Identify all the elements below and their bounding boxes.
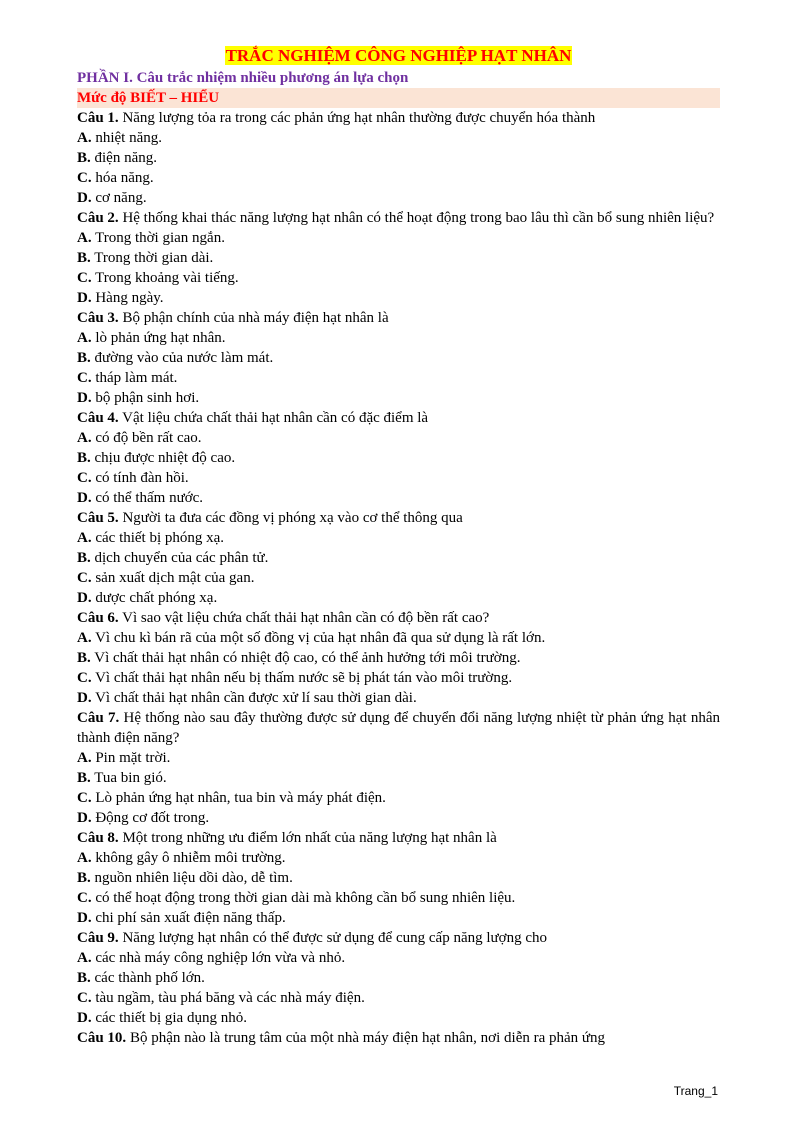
- answer-option: [77, 148, 720, 168]
- option-text: Hàng ngày.: [91, 290, 164, 306]
- option-text: Trong khoảng vài tiếng.: [91, 270, 239, 286]
- question-text: Người ta đưa các đồng vị phóng xạ vào cơ thể thông qua: [118, 510, 463, 526]
- option-letter: B.: [77, 870, 91, 886]
- option-letter: A.: [77, 950, 92, 966]
- page-number: Trang_1: [673, 1084, 718, 1098]
- option-letter: D.: [77, 590, 92, 606]
- answer-option: [77, 808, 720, 828]
- option-letter: B.: [77, 450, 91, 466]
- option-letter: D.: [77, 1010, 92, 1026]
- option-text: Vì chất thải hạt nhân có nhiệt độ cao, có thể ảnh hưởng tới môi trường.: [90, 650, 521, 666]
- option-letter: C.: [77, 470, 92, 486]
- answer-option: [77, 748, 720, 768]
- option-letter: B.: [77, 970, 91, 986]
- question-number: Câu 7.: [77, 710, 120, 726]
- answer-option: [77, 348, 720, 368]
- question-text: Hệ thống khai thác năng lượng hạt nhân có thể hoạt động trong bao lâu thì cần bổ sung nhiên liệu?: [118, 210, 715, 226]
- option-letter: A.: [77, 330, 92, 346]
- question-number: Câu 1.: [77, 110, 119, 126]
- question-number: Câu 4.: [77, 410, 119, 426]
- option-text: nguồn nhiên liệu dồi dào, dễ tìm.: [90, 870, 293, 886]
- option-text: Vì chu kì bán rã của một số đồng vị của hạt nhân đã qua sử dụng là rất lớn.: [91, 630, 546, 646]
- option-text: bộ phận sinh hơi.: [91, 390, 200, 406]
- answer-option: [77, 588, 720, 608]
- option-letter: A.: [77, 630, 92, 646]
- option-text: các thành phố lớn.: [90, 970, 205, 986]
- option-text: sản xuất dịch mật của gan.: [91, 570, 255, 586]
- answer-option: [77, 488, 720, 508]
- question-8: [77, 828, 720, 848]
- answer-option: [77, 248, 720, 268]
- answer-option: [77, 468, 720, 488]
- option-letter: A.: [77, 850, 92, 866]
- question-text: Vì sao vật liệu chứa chất thải hạt nhân cần có độ bền rất cao?: [118, 610, 490, 626]
- option-letter: A.: [77, 530, 92, 546]
- question-list: [77, 108, 720, 1048]
- answer-option: [77, 328, 720, 348]
- answer-option: [77, 988, 720, 1008]
- answer-option: [77, 668, 720, 688]
- option-letter: C.: [77, 990, 92, 1006]
- answer-option: [77, 968, 720, 988]
- question-text: Năng lượng hạt nhân có thể được sử dụng để cung cấp năng lượng cho: [118, 930, 547, 946]
- option-text: chi phí sản xuất điện năng thấp.: [91, 910, 286, 926]
- option-text: tháp làm mát.: [91, 370, 178, 386]
- question-text: Bộ phận nào là trung tâm của một nhà máy điện hạt nhân, nơi diễn ra phản ứng: [126, 1030, 606, 1046]
- answer-option: [77, 548, 720, 568]
- question-number: Câu 8.: [77, 830, 119, 846]
- document-page: [77, 44, 720, 1048]
- option-letter: D.: [77, 190, 92, 206]
- option-text: nhiệt năng.: [91, 130, 162, 146]
- answer-option: [77, 568, 720, 588]
- answer-option: [77, 268, 720, 288]
- question-text: Bộ phận chính của nhà máy điện hạt nhân là: [118, 310, 389, 326]
- option-text: Tua bin gió.: [90, 770, 167, 786]
- option-letter: B.: [77, 770, 91, 786]
- option-letter: C.: [77, 790, 92, 806]
- answer-option: [77, 788, 720, 808]
- option-text: Pin mặt trời.: [91, 750, 171, 766]
- question-9: [77, 928, 720, 948]
- question-number: Câu 9.: [77, 930, 119, 946]
- answer-option: [77, 388, 720, 408]
- question-4: [77, 408, 720, 428]
- option-letter: B.: [77, 350, 91, 366]
- option-letter: A.: [77, 750, 92, 766]
- option-letter: D.: [77, 390, 92, 406]
- option-letter: C.: [77, 170, 92, 186]
- document-title: TRẮC NGHIỆM CÔNG NGHIỆP HẠT NHÂN: [225, 46, 572, 65]
- question-7: [77, 708, 720, 748]
- option-letter: B.: [77, 550, 91, 566]
- option-letter: C.: [77, 270, 92, 286]
- answer-option: [77, 908, 720, 928]
- option-letter: D.: [77, 290, 92, 306]
- option-text: điện năng.: [90, 150, 157, 166]
- answer-option: [77, 628, 720, 648]
- option-text: Trong thời gian dài.: [90, 250, 214, 266]
- answer-option: [77, 888, 720, 908]
- option-text: Trong thời gian ngắn.: [91, 230, 225, 246]
- option-text: đường vào của nước làm mát.: [90, 350, 274, 366]
- answer-option: [77, 168, 720, 188]
- question-number: Câu 3.: [77, 310, 119, 326]
- answer-option: [77, 288, 720, 308]
- answer-option: [77, 228, 720, 248]
- option-text: không gây ô nhiễm môi trường.: [91, 850, 286, 866]
- answer-option: [77, 868, 720, 888]
- option-text: chịu được nhiệt độ cao.: [90, 450, 236, 466]
- question-text: Vật liệu chứa chất thải hạt nhân cần có đặc điểm là: [118, 410, 429, 426]
- question-1: [77, 108, 720, 128]
- answer-option: [77, 948, 720, 968]
- option-text: lò phản ứng hạt nhân.: [91, 330, 226, 346]
- option-letter: A.: [77, 430, 92, 446]
- question-number: Câu 6.: [77, 610, 119, 626]
- answer-option: [77, 368, 720, 388]
- option-letter: D.: [77, 690, 92, 706]
- question-text: Hệ thống nào sau đây thường được sử dụng để chuyển đổi năng lượng nhiệt từ phản ứng hạt nhân thành điện năng?: [77, 710, 720, 746]
- part-heading: PHẦN I. Câu trắc nhiệm nhiều phương án lựa chọn: [77, 70, 409, 86]
- option-text: Vì chất thải hạt nhân cần được xử lí sau thời gian dài.: [91, 690, 417, 706]
- option-text: Động cơ đốt trong.: [91, 810, 210, 826]
- option-text: có tính đàn hồi.: [91, 470, 189, 486]
- option-letter: B.: [77, 650, 91, 666]
- answer-option: [77, 768, 720, 788]
- answer-option: [77, 648, 720, 668]
- option-text: có độ bền rất cao.: [91, 430, 202, 446]
- option-letter: C.: [77, 370, 92, 386]
- option-letter: A.: [77, 230, 92, 246]
- answer-option: [77, 188, 720, 208]
- option-text: Vì chất thải hạt nhân nếu bị thấm nước sẽ bị phát tán vào môi trường.: [91, 670, 513, 686]
- option-text: dược chất phóng xạ.: [91, 590, 218, 606]
- option-letter: C.: [77, 570, 92, 586]
- question-6: [77, 608, 720, 628]
- question-3: [77, 308, 720, 328]
- question-number: Câu 10.: [77, 1030, 127, 1046]
- answer-option: [77, 448, 720, 468]
- option-letter: D.: [77, 810, 92, 826]
- answer-option: [77, 528, 720, 548]
- option-text: hóa năng.: [91, 170, 154, 186]
- option-text: các thiết bị phóng xạ.: [91, 530, 225, 546]
- option-letter: C.: [77, 890, 92, 906]
- question-10: [77, 1028, 720, 1048]
- question-text: Năng lượng tỏa ra trong các phản ứng hạt nhân thường được chuyển hóa thành: [118, 110, 596, 126]
- answer-option: [77, 428, 720, 448]
- option-text: các nhà máy công nghiệp lớn vừa và nhỏ.: [91, 950, 346, 966]
- answer-option: [77, 688, 720, 708]
- question-number: Câu 2.: [77, 210, 119, 226]
- option-letter: C.: [77, 670, 92, 686]
- option-text: dịch chuyển của các phân tử.: [90, 550, 269, 566]
- option-letter: D.: [77, 490, 92, 506]
- answer-option: [77, 128, 720, 148]
- option-text: có thể thấm nước.: [91, 490, 204, 506]
- question-2: [77, 208, 720, 228]
- option-text: có thể hoạt động trong thời gian dài mà không cần bổ sung nhiên liệu.: [91, 890, 516, 906]
- question-text: Một trong những ưu điểm lớn nhất của năng lượng hạt nhân là: [118, 830, 497, 846]
- question-number: Câu 5.: [77, 510, 119, 526]
- option-letter: A.: [77, 130, 92, 146]
- option-text: tàu ngầm, tàu phá băng và các nhà máy điện.: [91, 990, 365, 1006]
- question-5: [77, 508, 720, 528]
- option-text: Lò phản ứng hạt nhân, tua bin và máy phát điện.: [91, 790, 386, 806]
- option-letter: B.: [77, 150, 91, 166]
- answer-option: [77, 1008, 720, 1028]
- option-text: các thiết bị gia dụng nhỏ.: [91, 1010, 247, 1026]
- level-heading: Mức độ BIẾT – HIỂU: [77, 88, 720, 108]
- option-letter: B.: [77, 250, 91, 266]
- option-letter: D.: [77, 910, 92, 926]
- option-text: cơ năng.: [91, 190, 147, 206]
- answer-option: [77, 848, 720, 868]
